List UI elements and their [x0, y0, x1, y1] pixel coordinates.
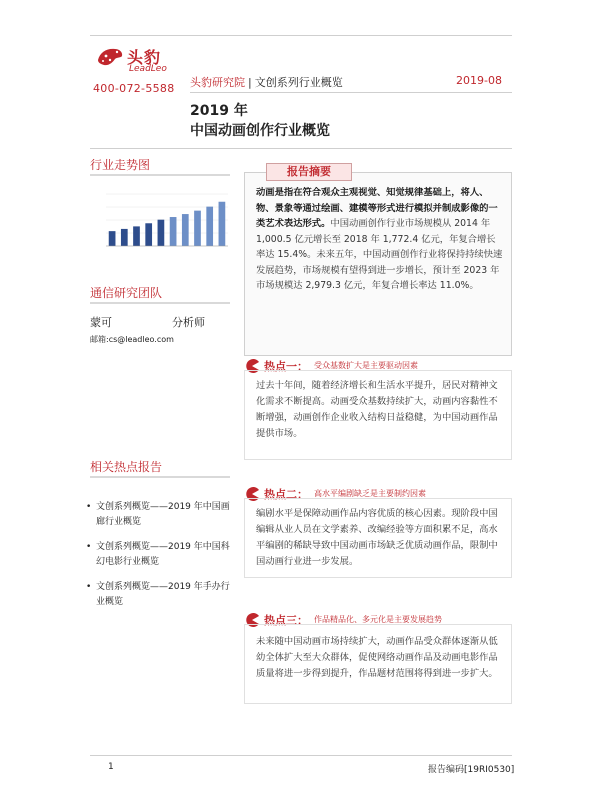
related-report-link[interactable] — [86, 500, 236, 530]
summary-lead: 动画是指在符合观众主观视觉、知觉规律基础上，将人、物、景象等通过绘画、建模等形式进行模拟并制成影像的一类艺术表达形式。 — [256, 187, 498, 229]
hotspot-text: 过去十年间，随着经济增长和生活水平提升，居民对精神文化需求不断提高。动画受众基数持续扩大，动画内容黏性不断增强，动画创作企业收入结构日益稳健，为中国动画作品提供市场。 — [256, 380, 498, 439]
related-report-title: 文创系列概览——2019 年中国科幻电影行业概览 — [96, 542, 230, 567]
hotspot-subtitle: 作品精品化、多元化是主要发展趋势 — [314, 615, 442, 624]
chart-bar — [133, 226, 140, 246]
related-report-title: 文创系列概览——2019 年中国画廊行业概览 — [96, 502, 230, 527]
related-report-link[interactable] — [86, 580, 236, 610]
trend-section-rule — [90, 174, 230, 176]
hotspot-subtitle: 高水平编剧缺乏是主要制约因素 — [314, 489, 426, 498]
header-separator: | — [248, 76, 252, 89]
title-rule-bottom — [90, 148, 512, 149]
summary-tag: 报告摘要 — [266, 163, 352, 181]
team-section-title: 通信研究团队 — [90, 286, 163, 300]
brand-logo — [95, 40, 185, 80]
summary-text — [256, 185, 503, 294]
chart-bar — [170, 217, 177, 246]
leopard-icon — [95, 42, 125, 72]
footer-rule — [90, 755, 512, 756]
chart-bar — [206, 207, 213, 246]
hotspot-text: 未来随中国动画市场持续扩大，动画作品受众群体逐渐从低幼全体扩大至大众群体，促使网络动画作品及动画电影作品质量将进一步得到提升，作品题材范围将得到进一步扩大。 — [256, 636, 498, 679]
chart-bar — [109, 231, 116, 246]
series-line — [190, 74, 343, 90]
trend-section-title: 行业走势图 — [90, 158, 151, 172]
related-section-rule — [90, 476, 230, 478]
title-year: 2019 年 — [190, 103, 248, 119]
chart-bar — [121, 229, 128, 246]
bullet-icon: • — [86, 502, 92, 512]
chart-bar — [219, 202, 226, 246]
report-code: 报告编码[19RI0530] — [428, 765, 515, 775]
header-top-rule — [90, 35, 512, 36]
brand-name-cn: 头豹 — [127, 48, 162, 67]
title-rule-top — [190, 92, 512, 93]
trend-chart — [92, 186, 232, 256]
related-report-link[interactable] — [86, 540, 236, 570]
team-section-rule — [90, 302, 230, 304]
analyst-name: 蒙可 — [90, 316, 112, 329]
chart-bar — [182, 214, 189, 246]
series-name: 文创系列行业概览 — [254, 76, 343, 89]
brand-name-en: LeadLeo — [129, 64, 167, 74]
bullet-icon: • — [86, 582, 92, 592]
hotspot-label: 热点二： — [264, 488, 308, 501]
analyst-email[interactable]: 邮箱:cs@leadleo.com — [90, 335, 174, 344]
chart-bar — [194, 211, 201, 246]
page-title: 中国动画创作行业概览 — [190, 123, 330, 139]
hotspot-label: 热点一： — [264, 360, 308, 373]
hotspot-label: 热点三： — [264, 614, 308, 627]
hotspot-subtitle: 受众基数扩大是主要驱动因素 — [314, 361, 418, 370]
chart-bar — [158, 220, 165, 246]
report-date: 2019-08 — [456, 74, 502, 87]
bullet-icon: • — [86, 542, 92, 552]
hotspot-text: 编剧水平是保障动画作品内容优质的核心因素。现阶段中国编辑从业人员在文学素养、改编经验等方面积累不足，高水平编剧的稀缺导致中国动画市场缺乏优质动画作品，限制中国动画行业进一步发展。 — [256, 508, 498, 567]
summary-body: 中国动画创作行业市场规模从 2014 年 1,000.5 亿元增长至 2018 年 1,772.4 亿元，年复合增长率达 15.4%。未来五年，中国动画创作行业将保持持续快速发展趋势，市场规模有望得到进一步增长，预计至 2023 年市场规模达 2,979.3 亿元，年复合增长率达 11.0%。 — [256, 218, 503, 291]
brand-phone: 400-072-5588 — [93, 82, 175, 95]
page-number: 1 — [108, 762, 114, 772]
analyst-role: 分析师 — [172, 316, 205, 329]
institute-name: 头豹研究院 — [190, 76, 245, 89]
related-section-title: 相关热点报告 — [90, 460, 163, 474]
chart-bar — [145, 223, 152, 246]
related-report-title: 文创系列概览——2019 年手办行业概览 — [96, 582, 230, 607]
